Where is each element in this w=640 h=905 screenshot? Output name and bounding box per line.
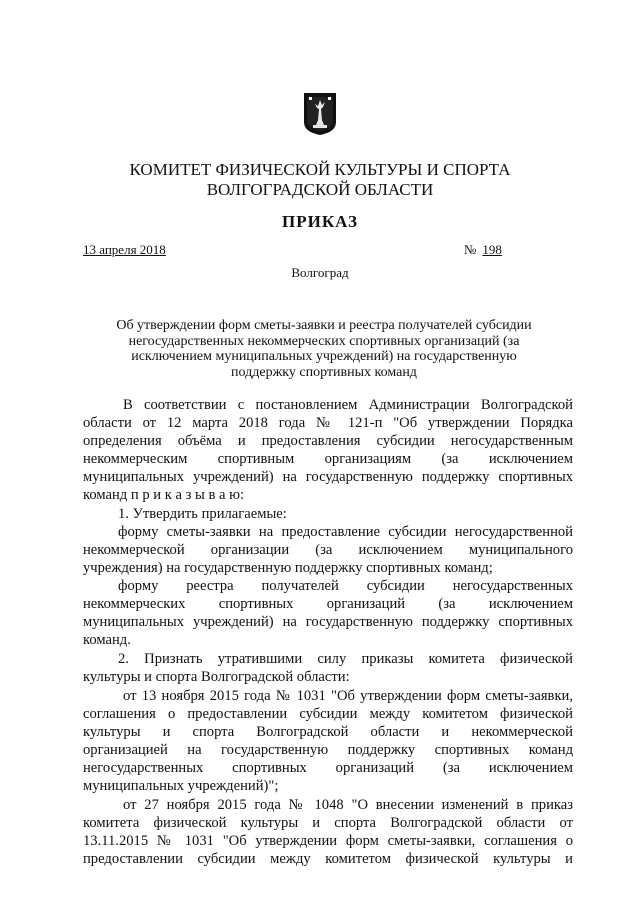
body-line: команд п р и к а з ы в а ю: [83,487,245,504]
item-2: 2. Признать утратившими силу приказы комитета физической [118,651,573,668]
body-line: соглашения о предоставлении субсидии между комитетом физической [83,705,573,722]
body-line: некоммерческой организации (за исключением муниципального [83,541,573,558]
body-line: муниципальных учреждений) на государственную поддержку спортивных [83,469,573,486]
coat-of-arms-icon [303,92,337,136]
body-line: от 13 ноября 2015 года № 1031 "Об утверждении форм сметы-заявки, [123,687,573,704]
body-line: 13.11.2015 № 1031 "Об утверждении форм сметы-заявки, соглашения о [83,833,573,850]
body-line: форму сметы-заявки на предоставление субсидии негосударственной [118,523,573,540]
body-line: форму реестра получателей субсидии негосударственных [118,577,573,594]
body-line: некоммерческим спортивным организациям (за исключением [83,451,573,468]
body-line: комитета физической культуры и спорта Волгоградской области от [83,815,573,832]
body-line: В соответствии с постановлением Администрации Волгоградской [123,397,573,413]
org-name-line2: ВОЛГОГРАДСКОЙ ОБЛАСТИ [206,180,434,199]
body-line: учреждения) на государственную поддержку спортивных команд; [83,559,493,576]
document-city: Волгоград [291,265,349,280]
body-line: культуры и спорта Волгоградской области: [83,669,350,686]
body-line: от 27 ноября 2015 года № 1048 "О внесении изменений в приказ [123,797,573,814]
body-line: команд. [83,632,131,649]
document-type: ПРИКАЗ [282,212,358,231]
document-number: № 198 [464,242,502,257]
document-body [83,396,573,868]
item-1: 1. Утвердить прилагаемые: [118,505,287,522]
body-line: муниципальных учреждений) на государственную поддержку спортивных [83,614,573,631]
body-line: определения объёма и предоставления субсидии негосударственным [83,433,573,450]
document-subject: Об утверждении форм сметы-заявки и реестра получателей субсидии негосударственных некоммерческих спортивных организаций (за исключением муниципальных учреждений) на государственную поддержку спортивных команд [116,318,532,380]
body-line: муниципальных учреждений)"; [83,777,279,794]
body-line: предоставлении субсидии между комитетом физической культуры и [83,851,573,868]
body-line: культуры и спорта Волгоградской области и некоммерческой [83,723,573,740]
body-line: организацией на государственную поддержку спортивных команд [83,741,573,758]
body-line: области от 12 марта 2018 года № 121-п "Об утверждении Порядка [83,415,573,432]
org-name-line1: КОМИТЕТ ФИЗИЧЕСКОЙ КУЛЬТУРЫ И СПОРТА [129,160,511,179]
body-line: некоммерческих спортивных организаций (за исключением [83,596,573,613]
document-date: 13 апреля 2018 [83,242,166,257]
body-line: негосударственных спортивных организаций (за исключением [83,759,573,776]
